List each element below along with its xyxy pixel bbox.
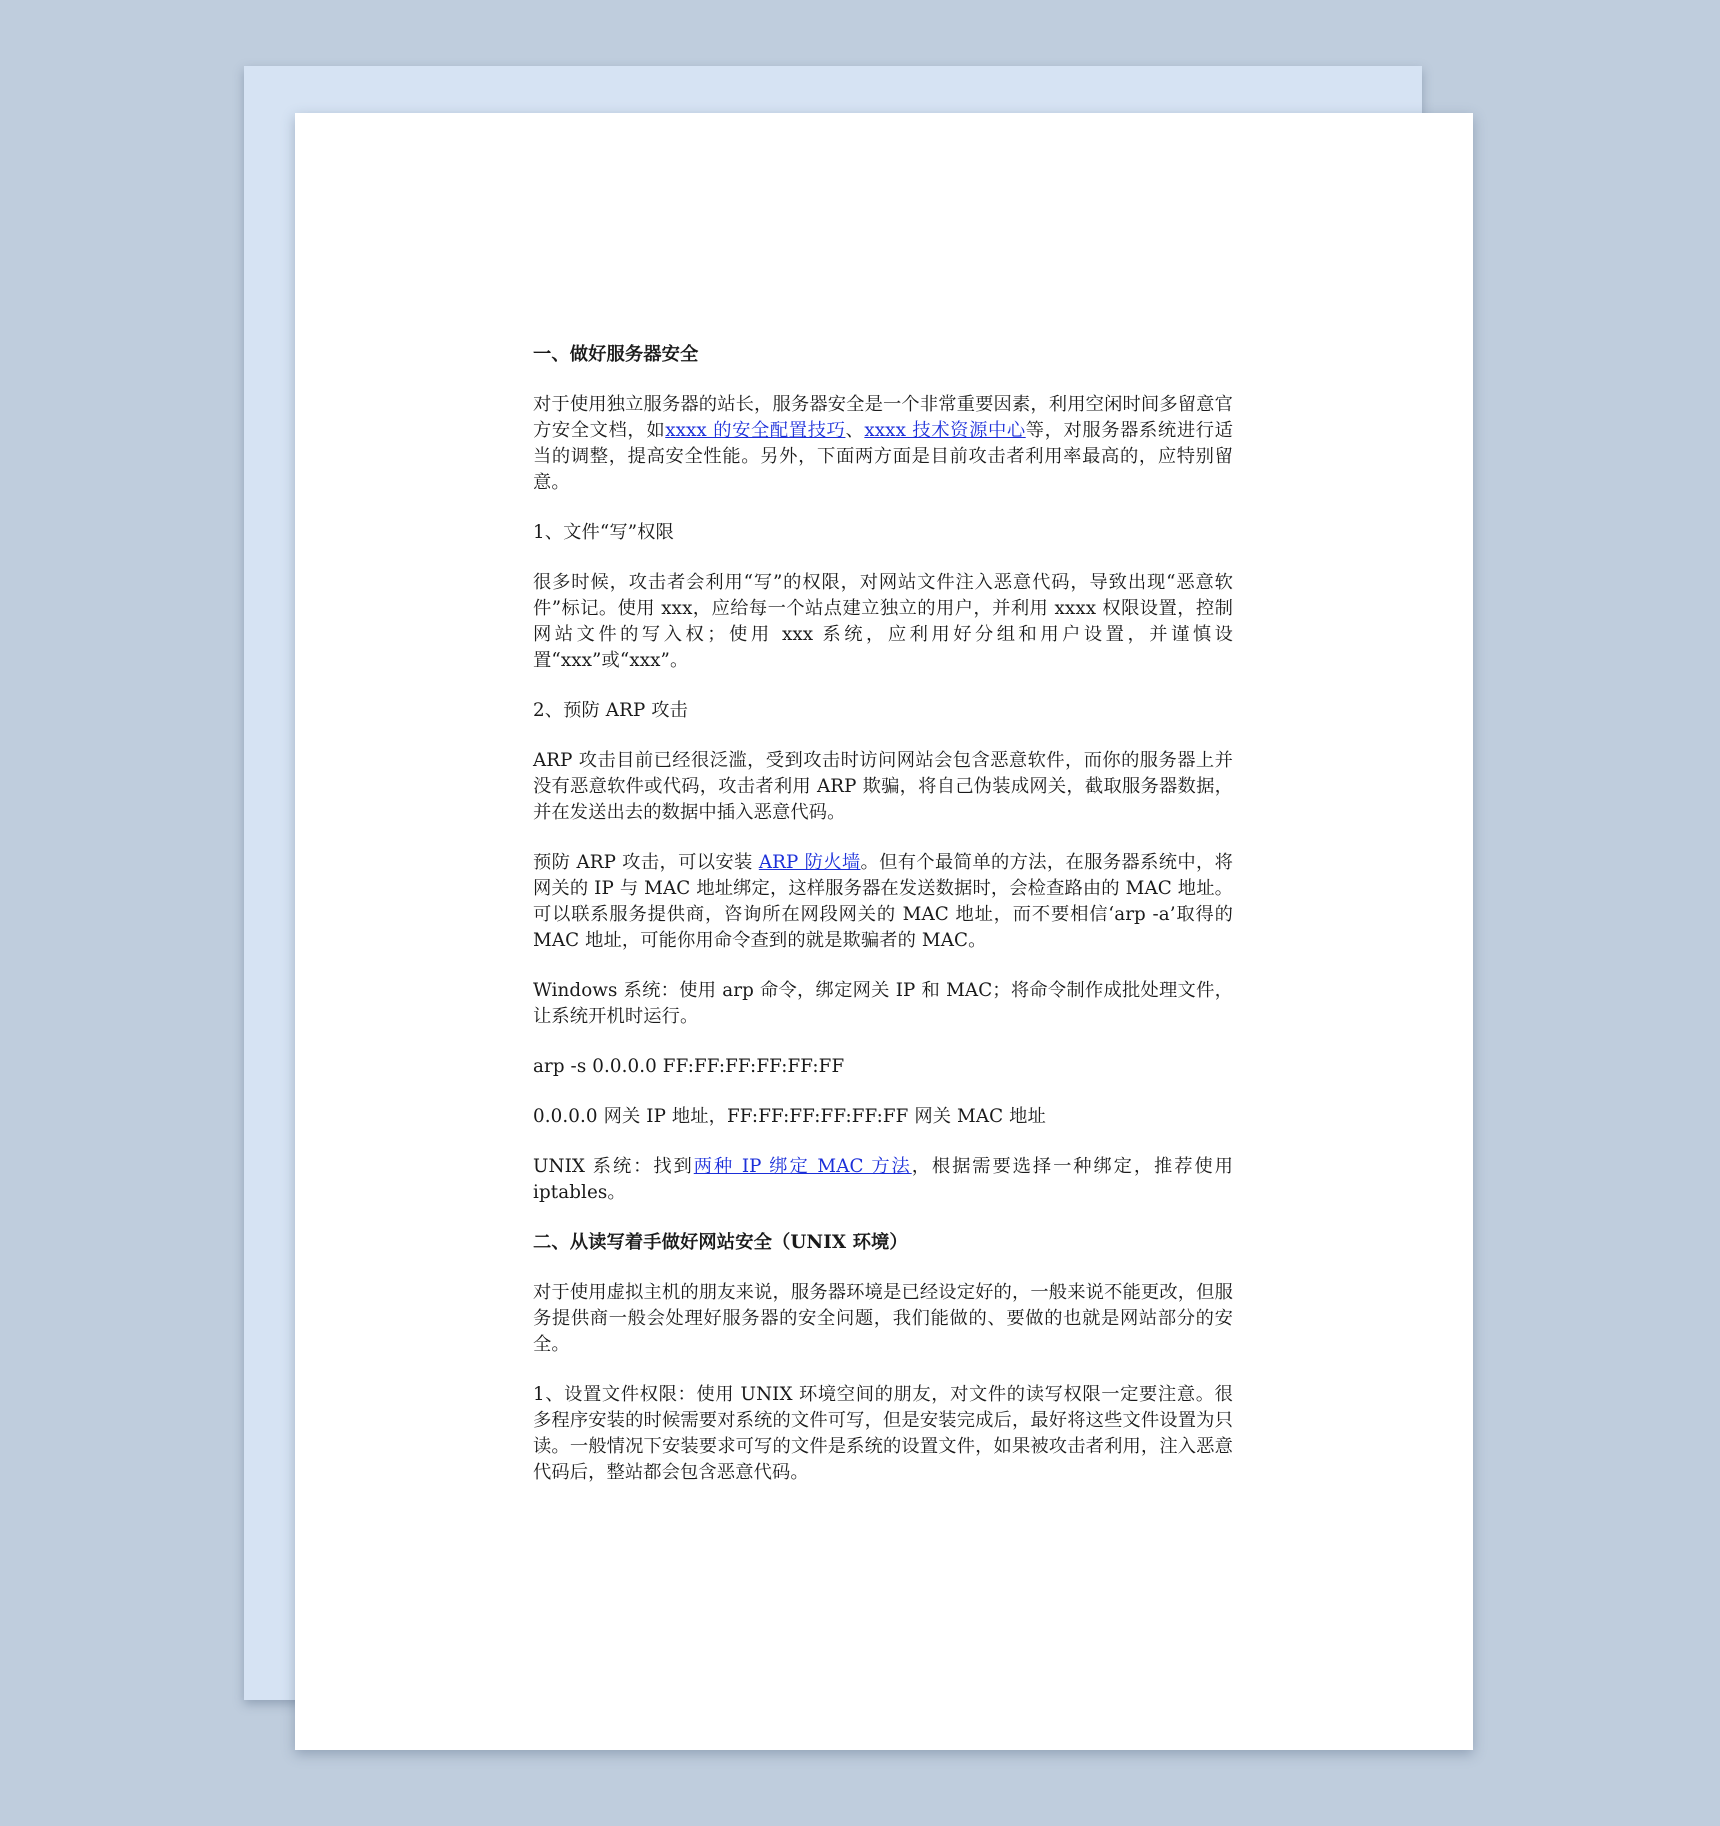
paragraph-text: UNIX 系统：找到	[533, 1156, 694, 1177]
paragraph-text: 对于使用独立服务器的站长，服务器安全是一个非常重要因素，利用空闲时间多留意官方安全文档，如	[533, 394, 1233, 441]
paragraph-arp-attack: ARP 攻击目前已经很泛滥，受到攻击时访问网站会包含恶意软件，而你的服务器上并没有恶意软件或代码，攻击者利用 ARP 欺骗，将自己伪装成网关，截取服务器数据，并在发送出去的数据中插入恶意代码。	[533, 750, 1233, 823]
paragraph-virtual-host: 对于使用虚拟主机的朋友来说，服务器环境是已经设定好的，一般来说不能更改，但服务提供商一般会处理好服务器的安全问题，我们能做的、要做的也就是网站部分的安全。	[533, 1282, 1233, 1355]
paragraph-text: 。但有个最简单的方法，在服务器系统中，将网关的 IP 与 MAC 地址绑定，这样服务器在发送数据时，会检查路由的 MAC 地址。可以联系服务提供商，咨询所在网段网关的 MAC 地址，而不要相信‘arp -a’取得的 MAC 地址，可能你用命令查到的就是欺骗者的 MAC。	[533, 852, 1234, 951]
command-explanation: 0.0.0.0 网关 IP 地址，FF:FF:FF:FF:FF:FF 网关 MAC 地址	[533, 1106, 1046, 1127]
paragraph-windows-system: Windows 系统：使用 arp 命令，绑定网关 IP 和 MAC；将命令制作成批处理文件，让系统开机时运行。	[533, 980, 1233, 1027]
paragraph-unix-system	[533, 1154, 1233, 1206]
section1-heading: 一、做好服务器安全	[533, 344, 699, 365]
subheading-file-write-permission: 1、文件“写”权限	[533, 522, 674, 543]
section2-heading: 二、从读写着手做好网站安全（UNIX 环境）	[533, 1232, 908, 1253]
document-page	[295, 113, 1473, 1750]
paragraph-server-security	[533, 392, 1233, 496]
command-line: arp -s 0.0.0.0 FF:FF:FF:FF:FF:FF	[533, 1056, 845, 1077]
document-body	[533, 342, 1233, 1510]
link-arp-firewall[interactable]: ARP 防火墙	[758, 852, 861, 873]
paragraph-text: 等，对服务器系统进行适当的调整，提高安全性能。另外，下面两方面是目前攻击者利用率最高的，应特别留意。	[533, 420, 1233, 493]
link-security-config-tips[interactable]: xxxx 的安全配置技巧	[665, 420, 846, 441]
paragraph-file-permissions: 1、设置文件权限：使用 UNIX 环境空间的朋友，对文件的读写权限一定要注意。很多程序安装的时候需要对系统的文件可写，但是安装完成后，最好将这些文件设置为只读。一般情况下安装要求可写的文件是系统的设置文件，如果被攻击者利用，注入恶意代码后，整站都会包含恶意代码。	[533, 1384, 1233, 1483]
paragraph-write-permission: 很多时候，攻击者会利用“写”的权限，对网站文件注入恶意代码，导致出现“恶意软件”标记。使用 xxx，应给每一个站点建立独立的用户，并利用 xxxx 权限设置，控制网站文件的写入权；使用 xxx 系统，应利用好分组和用户设置，并谨慎设置“xxx”或“xxx”。	[533, 572, 1233, 671]
paragraph-text: 、	[845, 420, 865, 441]
paragraph-arp-prevention	[533, 850, 1233, 954]
paragraph-text: 预防 ARP 攻击，可以安装	[533, 852, 759, 873]
paragraph-text: ，根据需要选择一种绑定，推荐使用 iptables。	[533, 1156, 1233, 1203]
link-ip-mac-binding[interactable]: 两种 IP 绑定 MAC 方法	[693, 1156, 912, 1177]
subheading-prevent-arp: 2、预防 ARP 攻击	[533, 700, 689, 721]
link-tech-resource-center[interactable]: xxxx 技术资源中心	[864, 420, 1026, 441]
